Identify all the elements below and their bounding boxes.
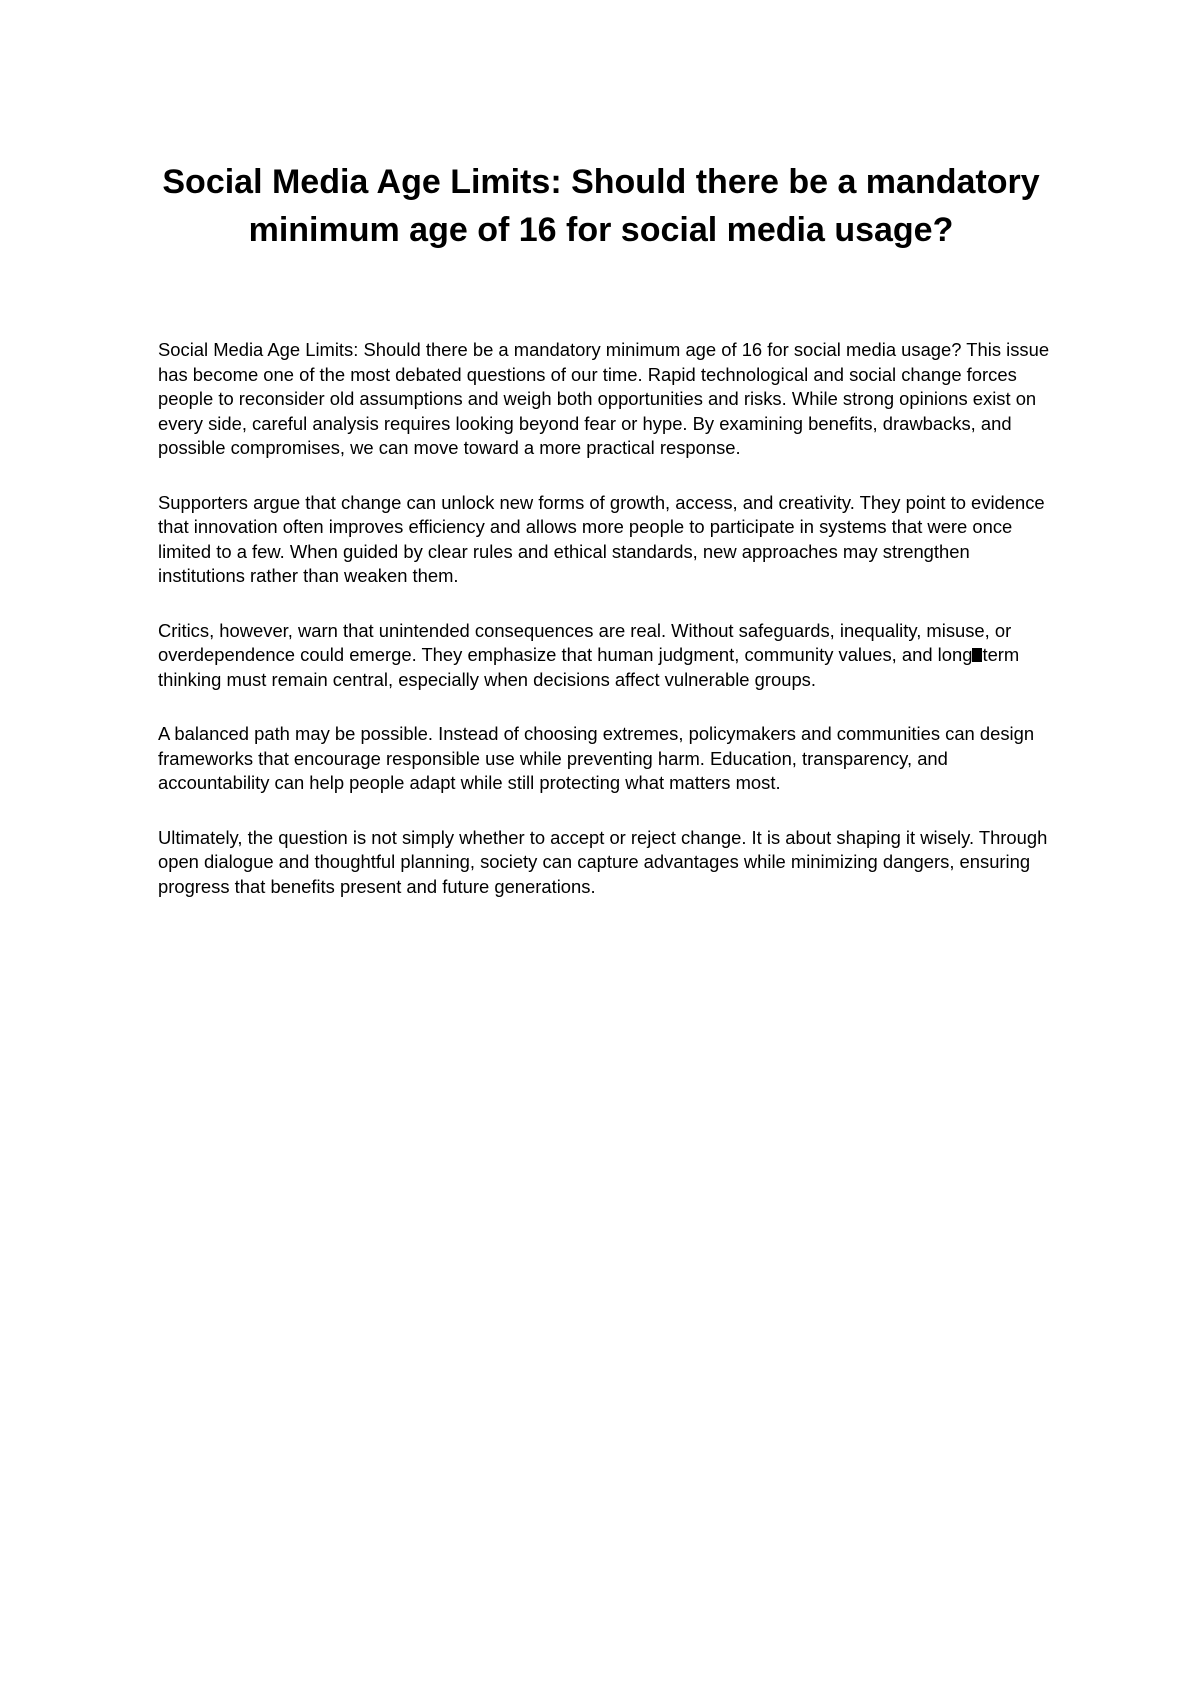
paragraph-intro: Social Media Age Limits: Should there be a mandatory minimum age of 16 for social media usage? This issue has become one of the most debated questions of our time. Rapid technological and social change forces people to reconsider old assumptions and weigh both opportunities and risks. While strong opinions exist on every side, careful analysis requires looking beyond fear or hype. By examining benefits, drawbacks, and possible compromises, we can move toward a more practical response. [158, 339, 1050, 458]
missing-glyph-box [972, 648, 982, 662]
paragraph-critics-part-2: term thinking must remain central, especially when decisions affect vulnerable groups. [158, 644, 1020, 690]
paragraph-critics [158, 619, 1058, 693]
document-title: Social Media Age Limits: Should there be a mandatory minimum age of 16 for social media usage? [162, 163, 1040, 249]
paragraph-conclusion: Ultimately, the question is not simply whether to accept or reject change. It is about shaping it wisely. Through open dialogue and thoughtful planning, society can capture advantages while minimizing dangers, ensuring progress that benefits present and future generations. [158, 826, 1048, 897]
paragraph-supporters: Supporters argue that change can unlock new forms of growth, access, and creativity. They point to evidence that innovation often improves efficiency and allows more people to participate in systems that were once limited to a few. When guided by clear rules and ethical standards, new approaches may strengthen institutions rather than weaken them. [158, 491, 1045, 586]
paragraph-critics-part-1: Critics, however, warn that unintended consequences are real. Without safeguards, inequality, misuse, or overdependence could emerge. They emphasize that human judgment, community values, and long [158, 619, 1012, 665]
document-body [158, 338, 1058, 929]
paragraph-balanced-path: A balanced path may be possible. Instead of choosing extremes, policymakers and communities can design frameworks that encourage responsible use while preventing harm. Education, transparency, and accountability can help people adapt while still protecting what matters most. [158, 723, 1035, 793]
